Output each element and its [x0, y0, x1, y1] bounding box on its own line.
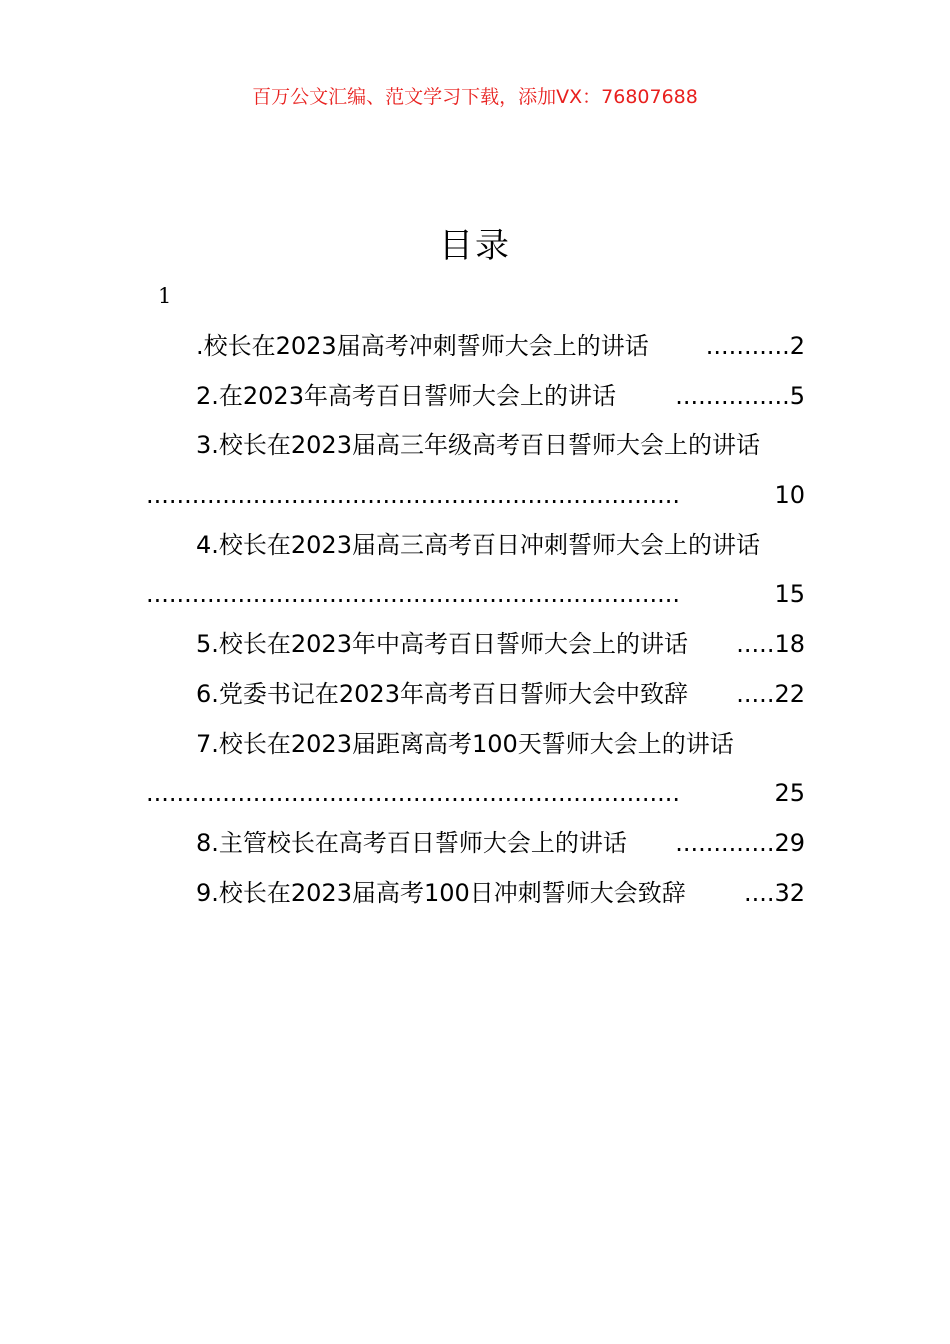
- toc-entry-title: 7.校长在2023届距离高考100天誓师大会上的讲话: [196, 729, 734, 758]
- toc-entry-title: 3.校长在2023届高三年级高考百日誓师大会上的讲话: [196, 431, 760, 460]
- toc-entry[interactable]: [146, 726, 805, 776]
- toc-entry[interactable]: [146, 378, 805, 428]
- toc-entry-leader: ....: [743, 878, 775, 907]
- toc-entry-page: 15: [772, 576, 805, 612]
- toc-entry[interactable]: [146, 875, 805, 925]
- toc-entry-title: 4.校长在2023届高三高考百日冲刺誓师大会上的讲话: [196, 530, 760, 559]
- toc-entry-leader: .............: [675, 828, 775, 857]
- toc-entry[interactable]: [146, 427, 805, 477]
- toc-entry-leader: .....: [736, 679, 775, 708]
- header-watermark-note: 百万公文汇编、范文学习下载，添加VX：76807688: [252, 86, 698, 108]
- toc-entry-page: 25: [772, 775, 805, 811]
- toc-title: 目录: [439, 226, 511, 266]
- toc-entry-leader: ...........: [705, 332, 790, 360]
- toc-entry-title: 2.在2023年高考百日誓师大会上的讲话: [196, 381, 616, 410]
- toc-entry-title: 6.党委书记在2023年高考百日誓师大会中致辞: [196, 679, 688, 708]
- toc-entry-page: 29: [774, 828, 805, 857]
- toc-entry-page: 5: [789, 381, 805, 410]
- toc-entry-page: 22: [774, 679, 805, 708]
- toc-entry-leader: ......................................................................: [146, 779, 681, 808]
- toc-entry-title: 9.校长在2023届高考100日冲刺誓师大会致辞: [196, 878, 686, 907]
- toc-entry-page: 32: [774, 878, 805, 907]
- toc-marker-number: 1: [158, 284, 172, 308]
- toc-entry-leader: ...............: [675, 381, 790, 410]
- toc-entry-page: 10: [772, 477, 805, 513]
- toc-entry-title: .校长在2023届高考冲刺誓师大会上的讲话: [196, 332, 649, 360]
- toc-entry-continuation[interactable]: [146, 576, 805, 626]
- toc-entry[interactable]: [146, 676, 805, 726]
- toc-entry-leader: .....: [736, 630, 775, 659]
- toc-entry-continuation[interactable]: [146, 775, 805, 825]
- toc-entry-leader: ......................................................................: [146, 580, 681, 609]
- toc-list: [146, 328, 805, 924]
- toc-entry-continuation[interactable]: [146, 477, 805, 527]
- toc-entry[interactable]: [146, 527, 805, 577]
- toc-entry-title: 8.主管校长在高考百日誓师大会上的讲话: [196, 828, 627, 857]
- toc-entry-page: 18: [774, 630, 805, 659]
- toc-entry[interactable]: [146, 825, 805, 875]
- toc-entry-title: 5.校长在2023年中高考百日誓师大会上的讲话: [196, 630, 688, 659]
- toc-entry[interactable]: [146, 328, 805, 378]
- toc-entry-page: 2: [789, 332, 805, 360]
- toc-entry-leader: ......................................................................: [146, 481, 681, 510]
- toc-entry[interactable]: [146, 626, 805, 676]
